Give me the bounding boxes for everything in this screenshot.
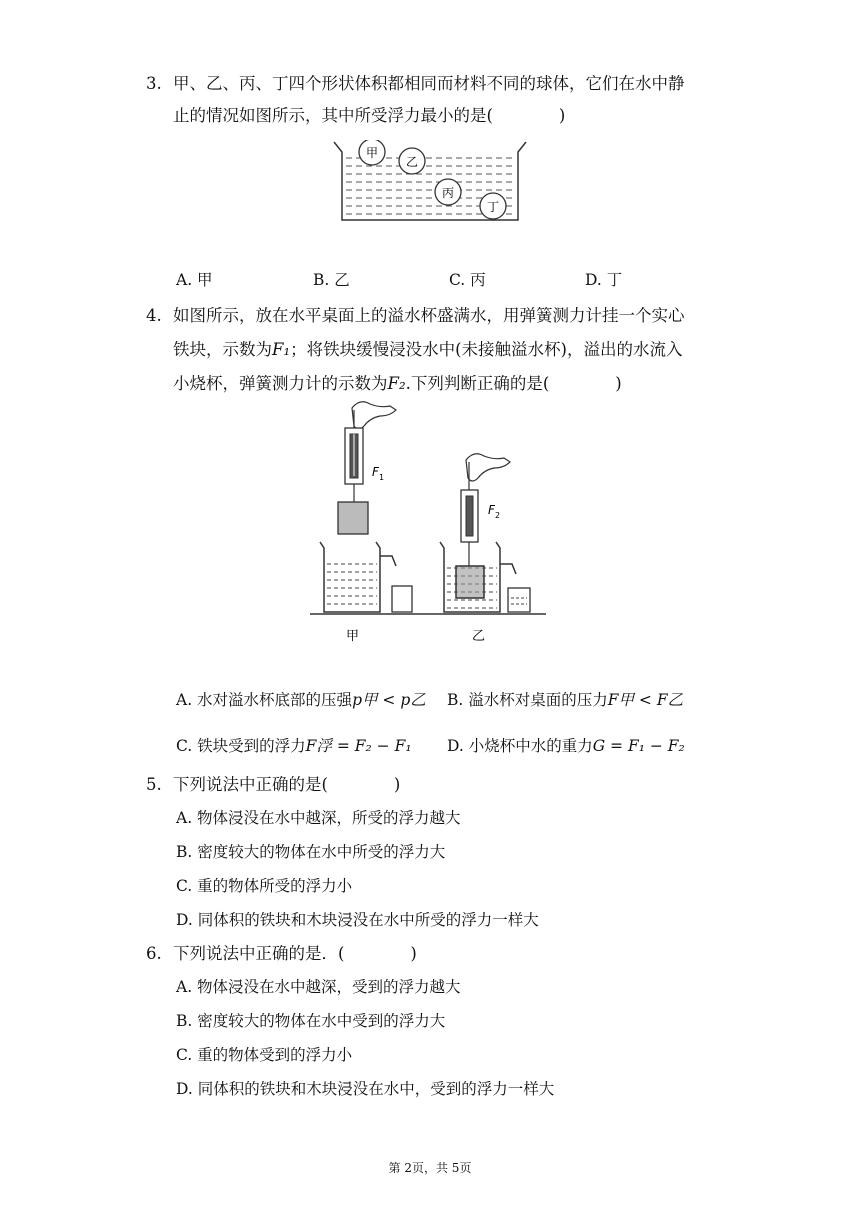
q6-option-d[interactable]: D. 同体积的铁块和木块浸没在水中，受到的浮力一样大 bbox=[176, 1080, 555, 1098]
svg-text:1: 1 bbox=[379, 473, 385, 482]
q5-option-b[interactable]: B. 密度较大的物体在水中所受的浮力大 bbox=[176, 843, 446, 861]
figure-label-right: 乙 bbox=[472, 629, 486, 644]
symbol-f2: F₂ bbox=[387, 374, 406, 393]
question-stem-line3: 小烧杯，弹簧测力计的示数为F₂.下列判断正确的是( ) bbox=[173, 374, 622, 393]
right-spring-scale bbox=[461, 454, 510, 566]
q4-option-a[interactable]: A. 水对溢水杯底部的压强p甲 < p乙 bbox=[176, 691, 426, 709]
svg-text:F: F bbox=[372, 465, 379, 479]
right-overflow-cup bbox=[440, 542, 530, 612]
left-overflow-cup bbox=[320, 542, 412, 612]
q3-option-a[interactable]: A. 甲 bbox=[176, 271, 213, 289]
q4-option-d[interactable]: D. 小烧杯中水的重力G = F₁ − F₂ bbox=[447, 737, 685, 755]
q6-option-a[interactable]: A. 物体浸没在水中越深，受到的浮力越大 bbox=[176, 978, 461, 996]
svg-text:乙: 乙 bbox=[405, 155, 419, 169]
ball-jia bbox=[359, 140, 385, 165]
ball-bing bbox=[435, 179, 461, 205]
figure-label-left: 甲 bbox=[346, 629, 360, 644]
question-stem: 下列说法中正确的是．( ) bbox=[173, 944, 417, 963]
q6-option-c[interactable]: C. 重的物体受到的浮力小 bbox=[176, 1046, 353, 1064]
question-stem-line2: 止的情况如图所示，其中所受浮力最小的是( ) bbox=[173, 106, 566, 125]
question-stem-line2: 铁块，示数为F₁；将铁块缓慢浸没水中(未接触溢水杯)，溢出的水流入 bbox=[173, 340, 683, 359]
q3-option-b[interactable]: B. 乙 bbox=[313, 271, 350, 289]
svg-text:丙: 丙 bbox=[441, 186, 455, 200]
q3-option-d[interactable]: D. 丁 bbox=[585, 271, 623, 289]
q5-option-d[interactable]: D. 同体积的铁块和木块浸没在水中所受的浮力一样大 bbox=[176, 911, 539, 929]
question-stem: 下列说法中正确的是( ) bbox=[173, 775, 401, 794]
q5-option-a[interactable]: A. 物体浸没在水中越深，所受的浮力越大 bbox=[176, 809, 461, 827]
question-number: 3. bbox=[146, 74, 162, 93]
svg-text:2: 2 bbox=[495, 511, 501, 520]
question-number: 4. bbox=[146, 306, 162, 325]
q3-tank-figure bbox=[330, 140, 530, 226]
question-number: 6. bbox=[146, 944, 162, 963]
q3-option-c[interactable]: C. 丙 bbox=[449, 271, 486, 289]
submerged-iron-block bbox=[456, 566, 484, 598]
svg-text:甲: 甲 bbox=[365, 146, 379, 160]
svg-text:F: F bbox=[488, 503, 495, 517]
iron-block bbox=[338, 502, 368, 534]
q5-option-c[interactable]: C. 重的物体所受的浮力小 bbox=[176, 877, 353, 895]
symbol-f1: F₁ bbox=[272, 340, 291, 359]
question-stem-line1: 甲、乙、丙、丁四个形状体积都相同而材料不同的球体，它们在水中静 bbox=[173, 74, 685, 93]
ball-ding bbox=[480, 193, 506, 219]
svg-text:丁: 丁 bbox=[486, 200, 500, 214]
ball-yi bbox=[399, 148, 425, 174]
left-spring-scale bbox=[338, 402, 396, 534]
question-number: 5. bbox=[146, 775, 162, 794]
q4-option-b[interactable]: B. 溢水杯对桌面的压力F甲 < F乙 bbox=[447, 691, 684, 709]
q6-option-b[interactable]: B. 密度较大的物体在水中受到的浮力大 bbox=[176, 1012, 446, 1030]
question-stem-line1: 如图所示，放在水平桌面上的溢水杯盛满水，用弹簧测力计挂一个实心 bbox=[173, 306, 685, 325]
q4-overflow-cup-figure bbox=[306, 398, 556, 646]
page-footer: 第 2页，共 5页 bbox=[388, 1161, 472, 1175]
q4-option-c[interactable]: C. 铁块受到的浮力F浮 = F₂ − F₁ bbox=[176, 737, 412, 755]
